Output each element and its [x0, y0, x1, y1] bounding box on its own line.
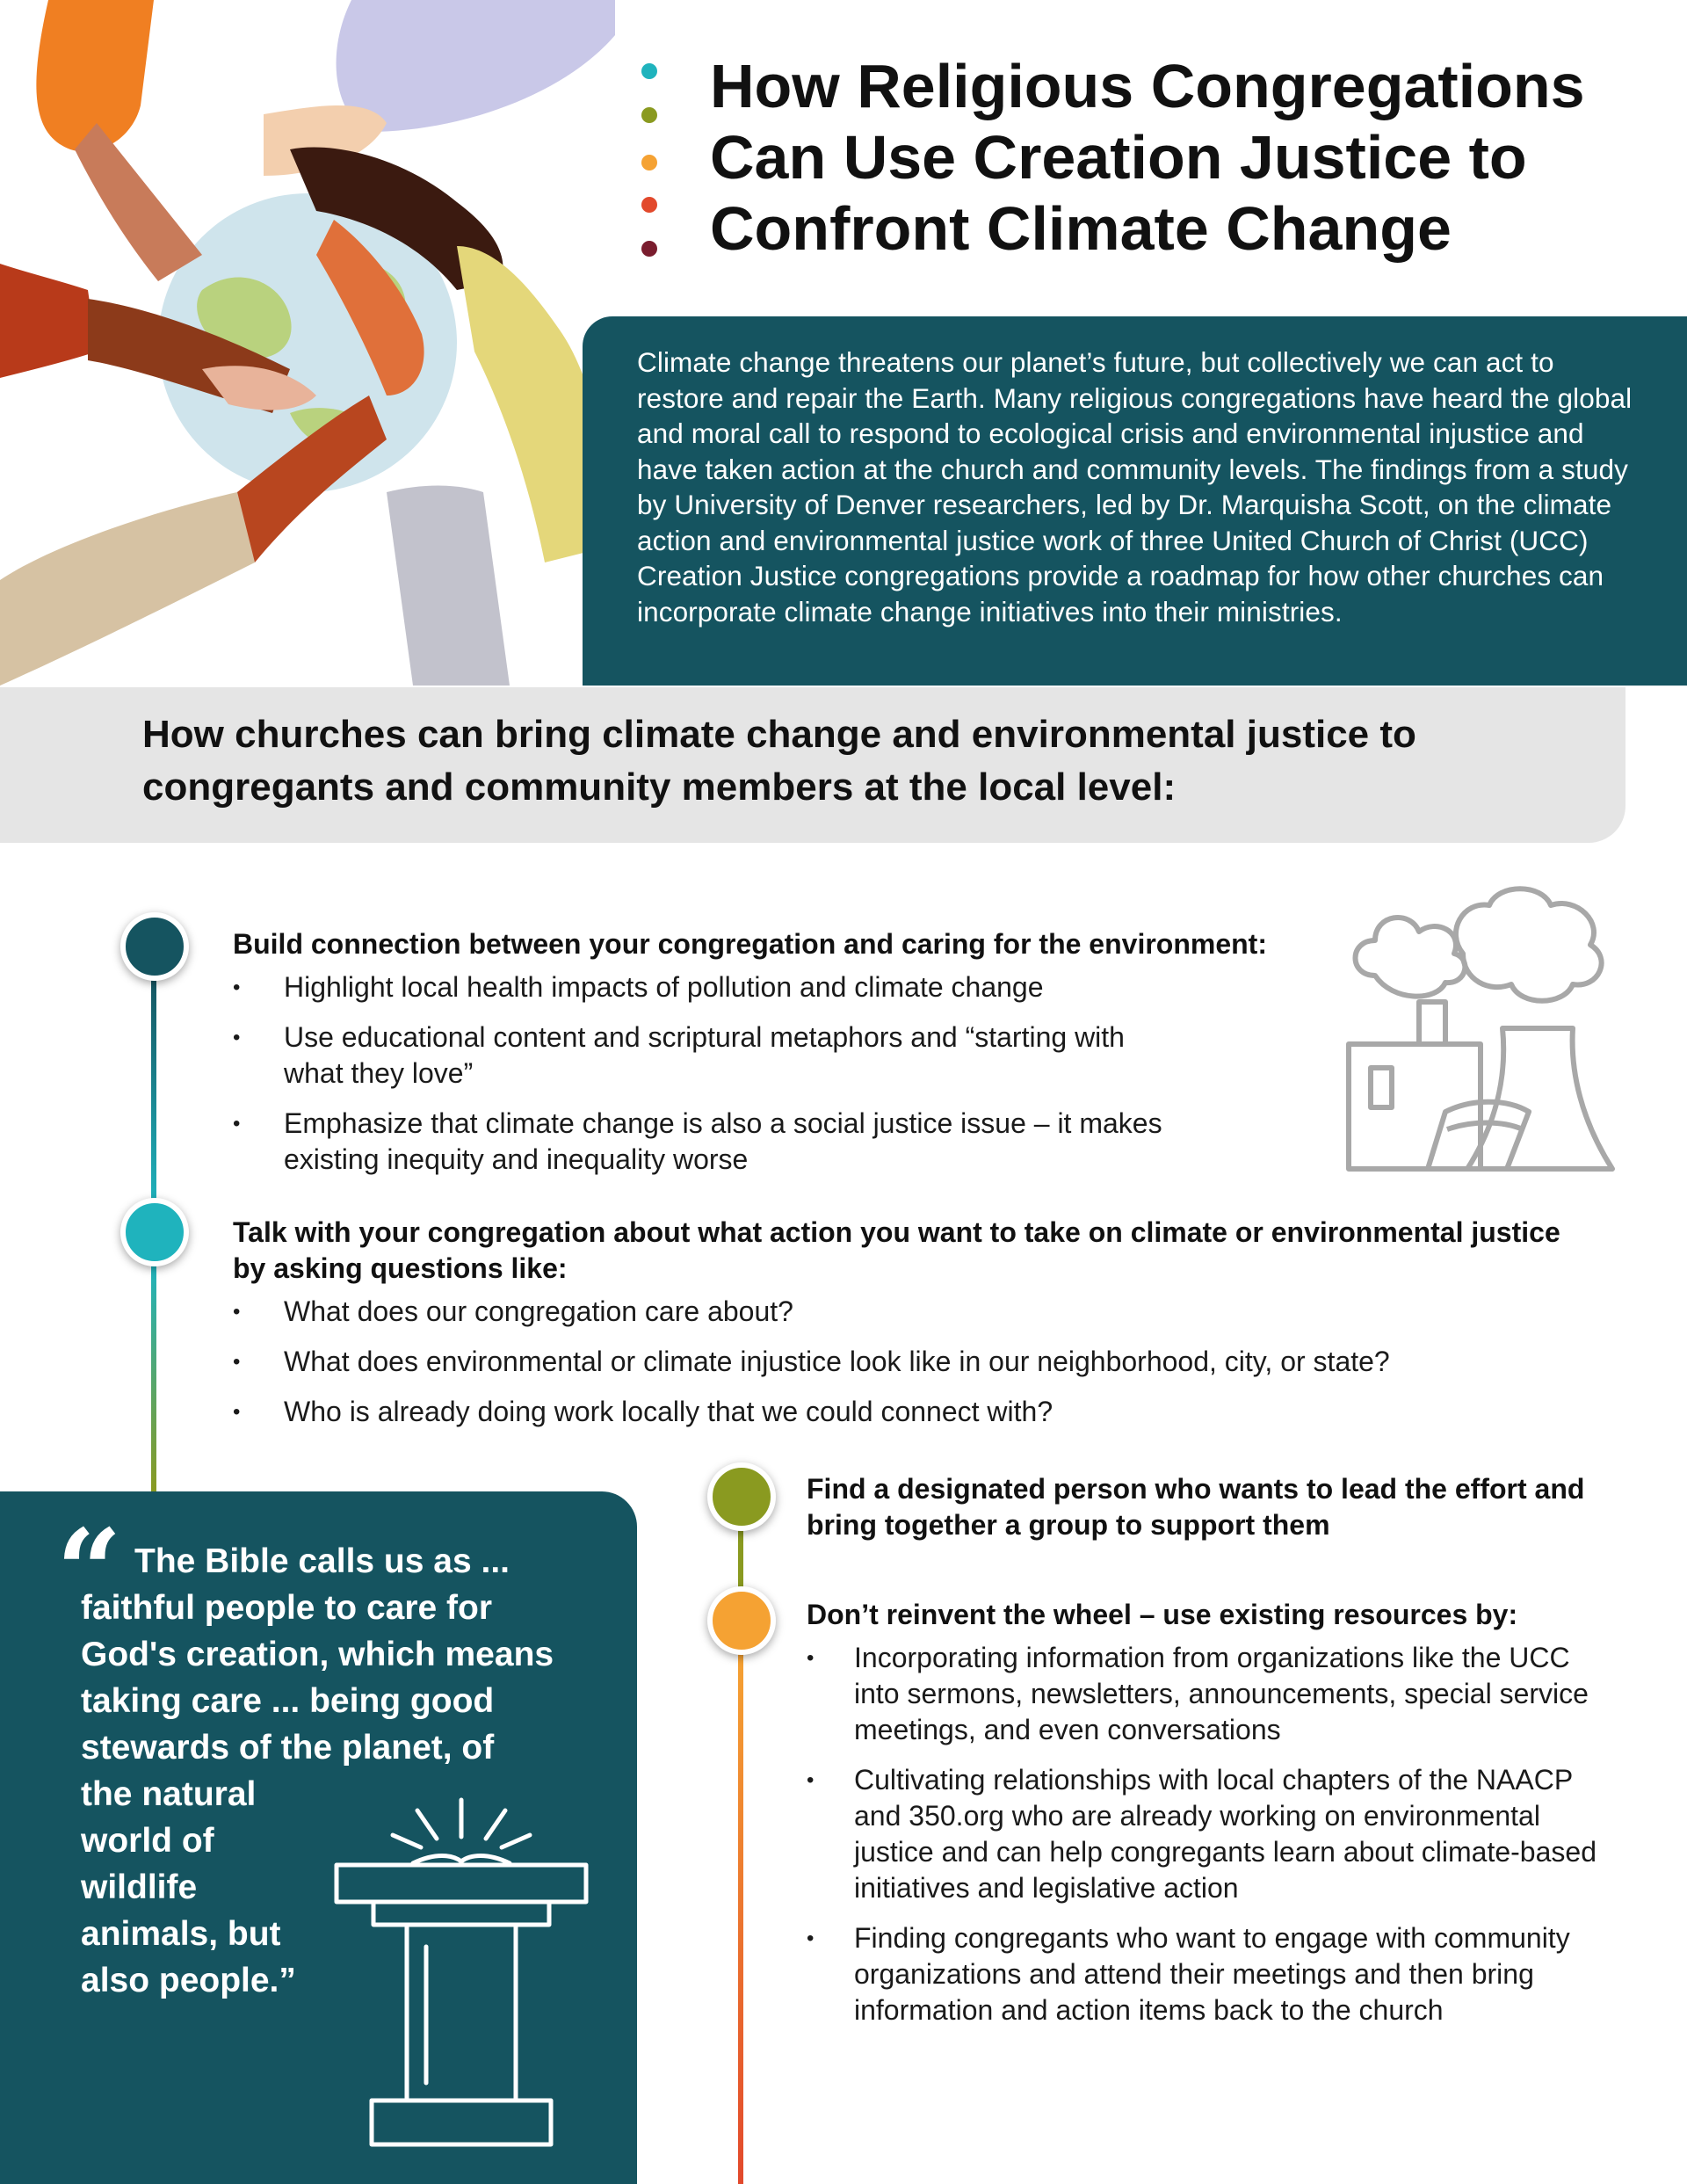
section-build-connection — [233, 926, 1331, 1192]
dot-orange — [641, 155, 657, 171]
dot-red — [641, 197, 657, 213]
intro-text: Climate change threatens our planet’s future, but collectively we can act to restore and repair the Earth. Many religious congregations have heard the global and moral call to respond to ecological crisis and environmental injustice and have taken action at the church and community levels. The findings from a study by University of Denver researchers, led by Dr. Marquisha Scott, on the climate action and environmental justice work of three United Church of Christ (UCC) Creation Justice congregations provide a roadmap for how other churches can incorporate climate change initiatives into their ministries. — [637, 346, 1633, 628]
bullet: • Use educational content and scriptural metaphors and “starting with what they love” — [233, 1019, 1162, 1092]
band-heading: How churches can bring climate change and environmental justice to congregants and community members at the local level: — [142, 713, 1416, 809]
section-1-bullets — [233, 969, 1305, 1178]
section-2-heading: Talk with your congregation about what action you want to take on climate or environmental justice by asking questions like: — [233, 1216, 1560, 1284]
section-4-bullets — [807, 1640, 1633, 2028]
bullet: • Highlight local health impacts of pollution and climate change — [233, 969, 1305, 1005]
factory-icon — [1340, 879, 1621, 1178]
page-title — [710, 51, 1641, 265]
bullet: • Emphasize that climate change is also a social justice issue – it makes existing inequity and inequality worse — [233, 1106, 1162, 1178]
section-existing-resources — [807, 1597, 1633, 2043]
quote-line-5: stewards of the planet, of — [81, 1729, 495, 1767]
section-3-heading: Find a designated person who wants to lead the effort and bring together a group to support them — [807, 1473, 1585, 1541]
timeline-node-3 — [707, 1462, 776, 1531]
section-designated-person — [807, 1471, 1597, 1543]
timeline-node-1 — [120, 912, 189, 981]
dot-teal — [641, 63, 657, 79]
timeline-line-2 — [151, 1266, 156, 1491]
bullet: • What does our congregation care about? — [233, 1294, 1604, 1330]
pulpit-bible-icon — [329, 1793, 593, 2162]
title-line-3: Confront Climate Change — [710, 194, 1452, 263]
quote-line-8: wildlife — [81, 1868, 198, 1906]
quote-mark-icon: “ — [56, 1504, 122, 1638]
quote-line-9: animals, but — [81, 1915, 281, 1953]
quote-line-2: faithful people to care for — [81, 1589, 493, 1627]
quote-line-1: The Bible calls us as ... — [134, 1542, 510, 1580]
section-4-heading: Don’t reinvent the wheel – use existing resources by: — [807, 1599, 1518, 1630]
quote-line-6: the natural — [81, 1775, 257, 1813]
title-line-1: How Religious Congregations — [710, 52, 1585, 120]
section-talk-congregation — [233, 1215, 1604, 1444]
title-line-2: Can Use Creation Justice to — [710, 123, 1527, 192]
quote-line-3: God's creation, which means — [81, 1636, 554, 1673]
section-1-heading: Build connection between your congregation and caring for the environment: — [233, 928, 1267, 960]
timeline-node-4 — [707, 1586, 776, 1655]
section-2-bullets — [233, 1294, 1604, 1430]
dot-olive — [641, 107, 657, 123]
timeline-node-2 — [120, 1198, 189, 1266]
timeline-line-1 — [151, 976, 156, 1204]
bullet: • Finding congregants who want to engage with community organizations and attend their meetings and then bring information and action items back to the church — [807, 1920, 1601, 2028]
bullet: • Incorporating information from organizations like the UCC into sermons, newsletters, announcements, special service meetings, and even conversations — [807, 1640, 1601, 1748]
dot-maroon — [641, 241, 657, 257]
quote-line-7: world of — [81, 1822, 214, 1860]
quote-line-4: taking care ... being good — [81, 1682, 495, 1720]
quote-line-10: also people.” — [81, 1962, 296, 1999]
hands-globe-illustration — [0, 0, 615, 686]
timeline-line-4 — [738, 1652, 743, 2184]
bullet: • Cultivating relationships with local chapters of the NAACP and 350.org who are already working on environmental justice and can help congregants learn about climate-based initiatives and legislative action — [807, 1762, 1601, 1906]
bullet: • Who is already doing work locally that we could connect with? — [233, 1394, 1604, 1430]
intro-box — [583, 316, 1687, 686]
bullet: • What does environmental or climate injustice look like in our neighborhood, city, or state? — [233, 1344, 1604, 1380]
